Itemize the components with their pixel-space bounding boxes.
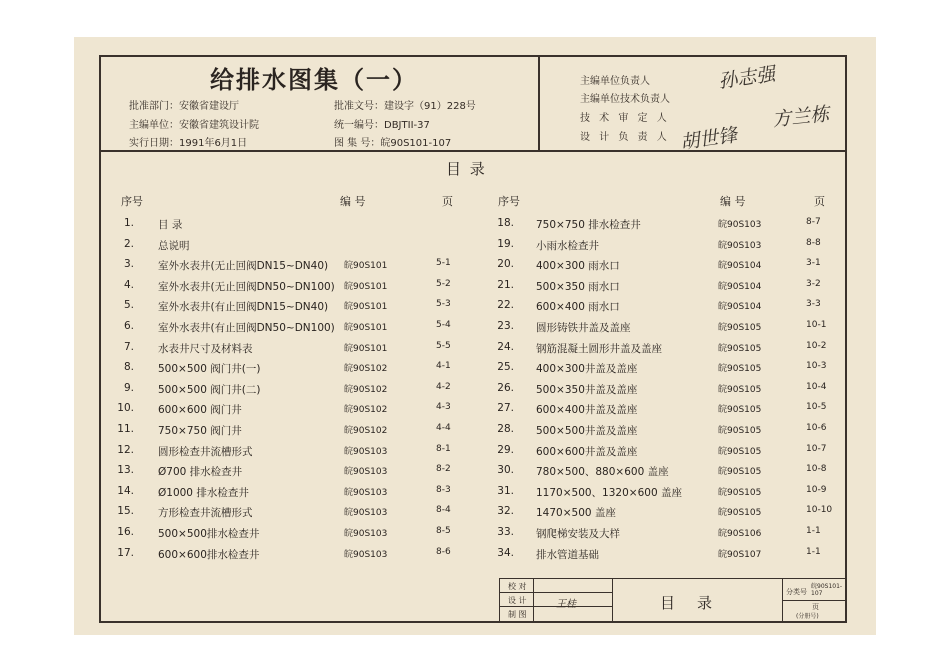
- row-page: 10-4: [806, 381, 827, 392]
- row-page: 5-3: [436, 299, 451, 310]
- row-name: 1470×500 盖座: [536, 507, 616, 520]
- atlas-no-value: 皖90S101-107: [380, 138, 452, 149]
- unified-no-value: DBJTII-37: [384, 120, 430, 131]
- row-page: 10-2: [806, 340, 827, 351]
- row-name: 小雨水检查井: [536, 239, 599, 252]
- impl-date-label: 实行日期：: [129, 138, 179, 149]
- row-name: 目 录: [158, 219, 183, 231]
- row-number: 32.: [497, 505, 514, 518]
- row-number: 4.: [123, 278, 134, 291]
- row-name: 780×500、880×600 盖座: [536, 466, 669, 479]
- row-name: 水表井尺寸及材料表: [158, 342, 253, 355]
- row-name: 500×500 阀门井(一): [158, 363, 261, 376]
- row-name: 600×400 雨水口: [536, 301, 620, 314]
- responsible-label-1: 主编单位负责人: [580, 76, 650, 87]
- row-number: 17.: [117, 546, 134, 559]
- row-name: 400×300井盖及盖座: [536, 363, 638, 376]
- row-page: 10-6: [806, 423, 827, 433]
- catalog-row: [0, 358, 950, 380]
- row-name: 500×500井盖及盖座: [536, 425, 638, 437]
- row-code: 皖90S105: [718, 323, 762, 333]
- row-name: 600×600井盖及盖座: [536, 445, 638, 458]
- footer-row-line-3: [782, 600, 847, 601]
- row-page: 5-1: [436, 258, 451, 269]
- right-header-code: 编 号: [720, 195, 746, 208]
- catalog-row: [0, 420, 950, 442]
- footer-draw-label: 制 图: [508, 610, 527, 619]
- row-code: 皖90S106: [718, 529, 762, 539]
- row-code: 皖90S105: [718, 364, 762, 375]
- footer-top-line: [499, 578, 847, 579]
- signature-1: 孙志强: [716, 63, 777, 93]
- catalog-row: [0, 482, 950, 504]
- row-name: 钢筋混凝土圆形井盖及盖座: [536, 342, 662, 355]
- row-number: 25.: [497, 361, 514, 374]
- row-code: 皖90S102: [344, 426, 388, 436]
- row-code: 皖90S101: [344, 281, 388, 292]
- row-page: 8-6: [436, 546, 451, 557]
- row-page: 10-9: [806, 484, 827, 495]
- row-code: 皖90S105: [718, 405, 762, 416]
- row-page: 10-3: [806, 361, 827, 372]
- catalog-row: [0, 255, 950, 277]
- row-page: 8-4: [436, 505, 451, 516]
- row-code: 皖90S101: [344, 302, 388, 313]
- row-page: 1-1: [806, 546, 821, 557]
- right-header-no: 序号: [498, 195, 520, 208]
- row-number: 2.: [123, 237, 134, 250]
- row-page: 8-2: [436, 464, 451, 475]
- catalog-row: [0, 461, 950, 483]
- row-number: 30.: [497, 464, 514, 477]
- row-name: 室外水表井(有止回阀DN50~DN100): [158, 322, 335, 334]
- row-page: 8-3: [436, 484, 451, 495]
- row-number: 5.: [123, 299, 134, 312]
- approval-dept-value: 安徽省建设厅: [179, 101, 239, 112]
- approval-dept: [129, 97, 239, 112]
- header-bottom-line: [99, 150, 847, 152]
- row-page: 10-1: [806, 320, 827, 330]
- responsible-label-4: 设 计 负 责 人: [580, 132, 670, 143]
- impl-date-value: 1991年6月1日: [179, 138, 248, 149]
- row-code: 皖90S103: [344, 529, 388, 539]
- footer-atlas-value: 皖90S101-107: [811, 583, 843, 597]
- row-name: 室外水表井(有止回阀DN15~DN40): [158, 301, 329, 314]
- row-number: 11.: [117, 423, 134, 435]
- row-number: 34.: [497, 546, 514, 559]
- row-number: 13.: [117, 464, 134, 477]
- unified-no: [334, 116, 430, 131]
- row-code: 皖90S105: [718, 487, 762, 498]
- signature-3: 方兰栋: [771, 103, 831, 131]
- row-code: 皖90S103: [344, 508, 388, 519]
- catalog-row: [0, 379, 950, 401]
- footer-check-label: 校 对: [508, 582, 527, 591]
- row-code: 皖90S103: [718, 240, 762, 251]
- catalog-row: [0, 544, 950, 566]
- catalog-row: [0, 441, 950, 463]
- row-number: 21.: [497, 278, 514, 291]
- row-name: 钢爬梯安装及大样: [536, 528, 620, 540]
- row-number: 16.: [117, 526, 134, 538]
- row-code: 皖90S103: [344, 446, 388, 457]
- approval-doc-label: 批准文号：: [334, 101, 384, 112]
- footer-sheet-value: (分册号): [796, 613, 819, 620]
- signature-4: 胡世锋: [678, 124, 739, 154]
- row-name: 600×600排水检查井: [158, 548, 260, 561]
- row-number: 15.: [117, 505, 134, 518]
- row-code: 皖90S103: [344, 467, 388, 478]
- row-page: 5-5: [436, 340, 451, 351]
- impl-date: [129, 134, 247, 149]
- catalog-row: [0, 502, 950, 524]
- row-page: 3-2: [806, 278, 821, 289]
- row-number: 3.: [123, 258, 134, 271]
- editor-unit: [129, 116, 259, 131]
- row-number: 7.: [123, 340, 134, 353]
- row-name: 圆形铸铁井盖及盖座: [536, 322, 631, 334]
- row-page: 4-2: [436, 381, 451, 392]
- row-name: 排水管道基础: [536, 548, 599, 561]
- catalog-row: [0, 296, 950, 318]
- row-code: 皖90S101: [344, 343, 388, 354]
- row-name: 500×350 雨水口: [536, 280, 620, 293]
- row-page: 10-5: [806, 402, 827, 413]
- row-number: 10.: [117, 402, 134, 415]
- row-code: 皖90S105: [718, 508, 762, 519]
- row-name: 室外水表井(无止回阀DN50~DN100): [158, 280, 335, 293]
- row-name: 500×350井盖及盖座: [536, 383, 638, 396]
- row-number: 12.: [117, 443, 134, 456]
- row-page: 1-1: [806, 526, 821, 536]
- catalog-row: [0, 399, 950, 421]
- row-name: 1170×500、1320×600 盖座: [536, 486, 682, 499]
- responsible-label-3: 技 术 审 定 人: [580, 113, 670, 124]
- row-name: 圆形检查井流槽形式: [158, 445, 253, 458]
- row-code: 皖90S107: [718, 549, 762, 560]
- row-code: 皖90S102: [344, 384, 388, 395]
- page-title: 给排水图集（一）: [210, 66, 418, 94]
- row-page: 8-8: [806, 237, 821, 248]
- row-name: 600×400井盖及盖座: [536, 404, 638, 417]
- footer-atlas-label: 分类号: [786, 588, 807, 596]
- row-code: 皖90S102: [344, 364, 388, 375]
- approval-doc: [334, 97, 476, 112]
- row-page: 5-4: [436, 320, 451, 330]
- row-name: 600×600 阀门井: [158, 404, 242, 417]
- catalog-row: [0, 317, 950, 339]
- row-number: 19.: [497, 237, 514, 250]
- row-page: 3-1: [806, 258, 821, 269]
- row-code: 皖90S104: [718, 261, 762, 272]
- row-code: 皖90S104: [718, 302, 762, 313]
- footer-signer: 王桂: [556, 599, 576, 610]
- footer-mid-line-1: [533, 578, 534, 622]
- row-number: 14.: [117, 484, 134, 497]
- row-code: 皖90S104: [718, 281, 762, 292]
- right-header-page: 页: [814, 195, 825, 208]
- row-page: 8-7: [806, 217, 821, 227]
- row-page: 10-7: [806, 443, 827, 454]
- header-divider: [538, 55, 540, 151]
- row-number: 6.: [123, 320, 134, 332]
- row-name: Ø1000 排水检查井: [158, 486, 249, 499]
- row-number: 29.: [497, 443, 514, 456]
- atlas-no: [334, 134, 451, 149]
- row-number: 26.: [497, 381, 514, 394]
- row-name: 室外水表井(无止回阀DN15~DN40): [158, 260, 329, 273]
- left-header-page: 页: [442, 195, 453, 208]
- row-name: 750×750 阀门井: [158, 425, 242, 437]
- row-name: 总说明: [158, 239, 190, 252]
- row-number: 1.: [123, 217, 134, 229]
- row-number: 24.: [497, 340, 514, 353]
- atlas-no-label: 图 集 号：: [334, 138, 381, 149]
- row-number: 33.: [497, 526, 514, 538]
- row-number: 22.: [497, 299, 514, 312]
- row-code: 皖90S105: [718, 426, 762, 436]
- row-page: 4-3: [436, 402, 451, 413]
- row-page: 10-10: [806, 505, 833, 516]
- editor-unit-label: 主编单位：: [129, 120, 179, 131]
- row-name: Ø700 排水检查井: [158, 466, 243, 479]
- catalog-row: [0, 214, 950, 236]
- row-code: 皖90S102: [344, 405, 388, 416]
- row-name: 方形检查井流槽形式: [158, 507, 253, 520]
- unified-no-label: 统一编号：: [334, 120, 384, 131]
- row-name: 500×500 阀门井(二): [158, 383, 261, 396]
- catalog-row: [0, 338, 950, 360]
- row-number: 8.: [123, 361, 134, 374]
- footer-left-line: [499, 578, 500, 622]
- row-code: 皖90S103: [718, 220, 762, 230]
- catalog-row: [0, 276, 950, 298]
- row-page: 8-1: [436, 443, 451, 454]
- approval-doc-value: 建设字（91）228号: [384, 101, 476, 112]
- row-code: 皖90S103: [344, 487, 388, 498]
- left-header-code: 编 号: [340, 195, 366, 208]
- row-page: 10-8: [806, 464, 827, 475]
- row-code: 皖90S105: [718, 343, 762, 354]
- row-page: 5-2: [436, 278, 451, 289]
- row-code: 皖90S101: [344, 323, 388, 333]
- catalog-row: [0, 523, 950, 545]
- row-number: 23.: [497, 320, 514, 332]
- row-page: 8-5: [436, 526, 451, 536]
- footer-row-line-1: [499, 592, 612, 593]
- row-page: 3-3: [806, 299, 821, 310]
- catalog-title: 目 录: [446, 160, 487, 178]
- footer-sheet-label: 页: [812, 603, 819, 611]
- row-name: 400×300 雨水口: [536, 260, 620, 273]
- row-number: 28.: [497, 423, 514, 435]
- row-name: 750×750 排水检查井: [536, 219, 641, 231]
- row-number: 9.: [123, 381, 134, 394]
- row-code: 皖90S103: [344, 549, 388, 560]
- row-number: 18.: [497, 217, 514, 229]
- row-number: 27.: [497, 402, 514, 415]
- editor-unit-value: 安徽省建筑设计院: [179, 120, 259, 131]
- responsible-label-2: 主编单位技术负责人: [580, 94, 670, 105]
- left-header-no: 序号: [121, 195, 143, 208]
- row-page: 4-1: [436, 361, 451, 372]
- row-code: 皖90S105: [718, 384, 762, 395]
- row-page: 4-4: [436, 423, 451, 433]
- catalog-row: [0, 235, 950, 257]
- row-number: 20.: [497, 258, 514, 271]
- approval-dept-label: 批准部门：: [129, 101, 179, 112]
- row-code: 皖90S105: [718, 467, 762, 478]
- footer-design-label: 设 计: [508, 596, 527, 605]
- footer-drawing-title: 目录: [660, 594, 735, 612]
- row-number: 31.: [497, 484, 514, 497]
- row-name: 500×500排水检查井: [158, 528, 260, 540]
- row-code: 皖90S105: [718, 446, 762, 457]
- row-code: 皖90S101: [344, 261, 388, 272]
- footer-mid-line-2: [612, 578, 613, 622]
